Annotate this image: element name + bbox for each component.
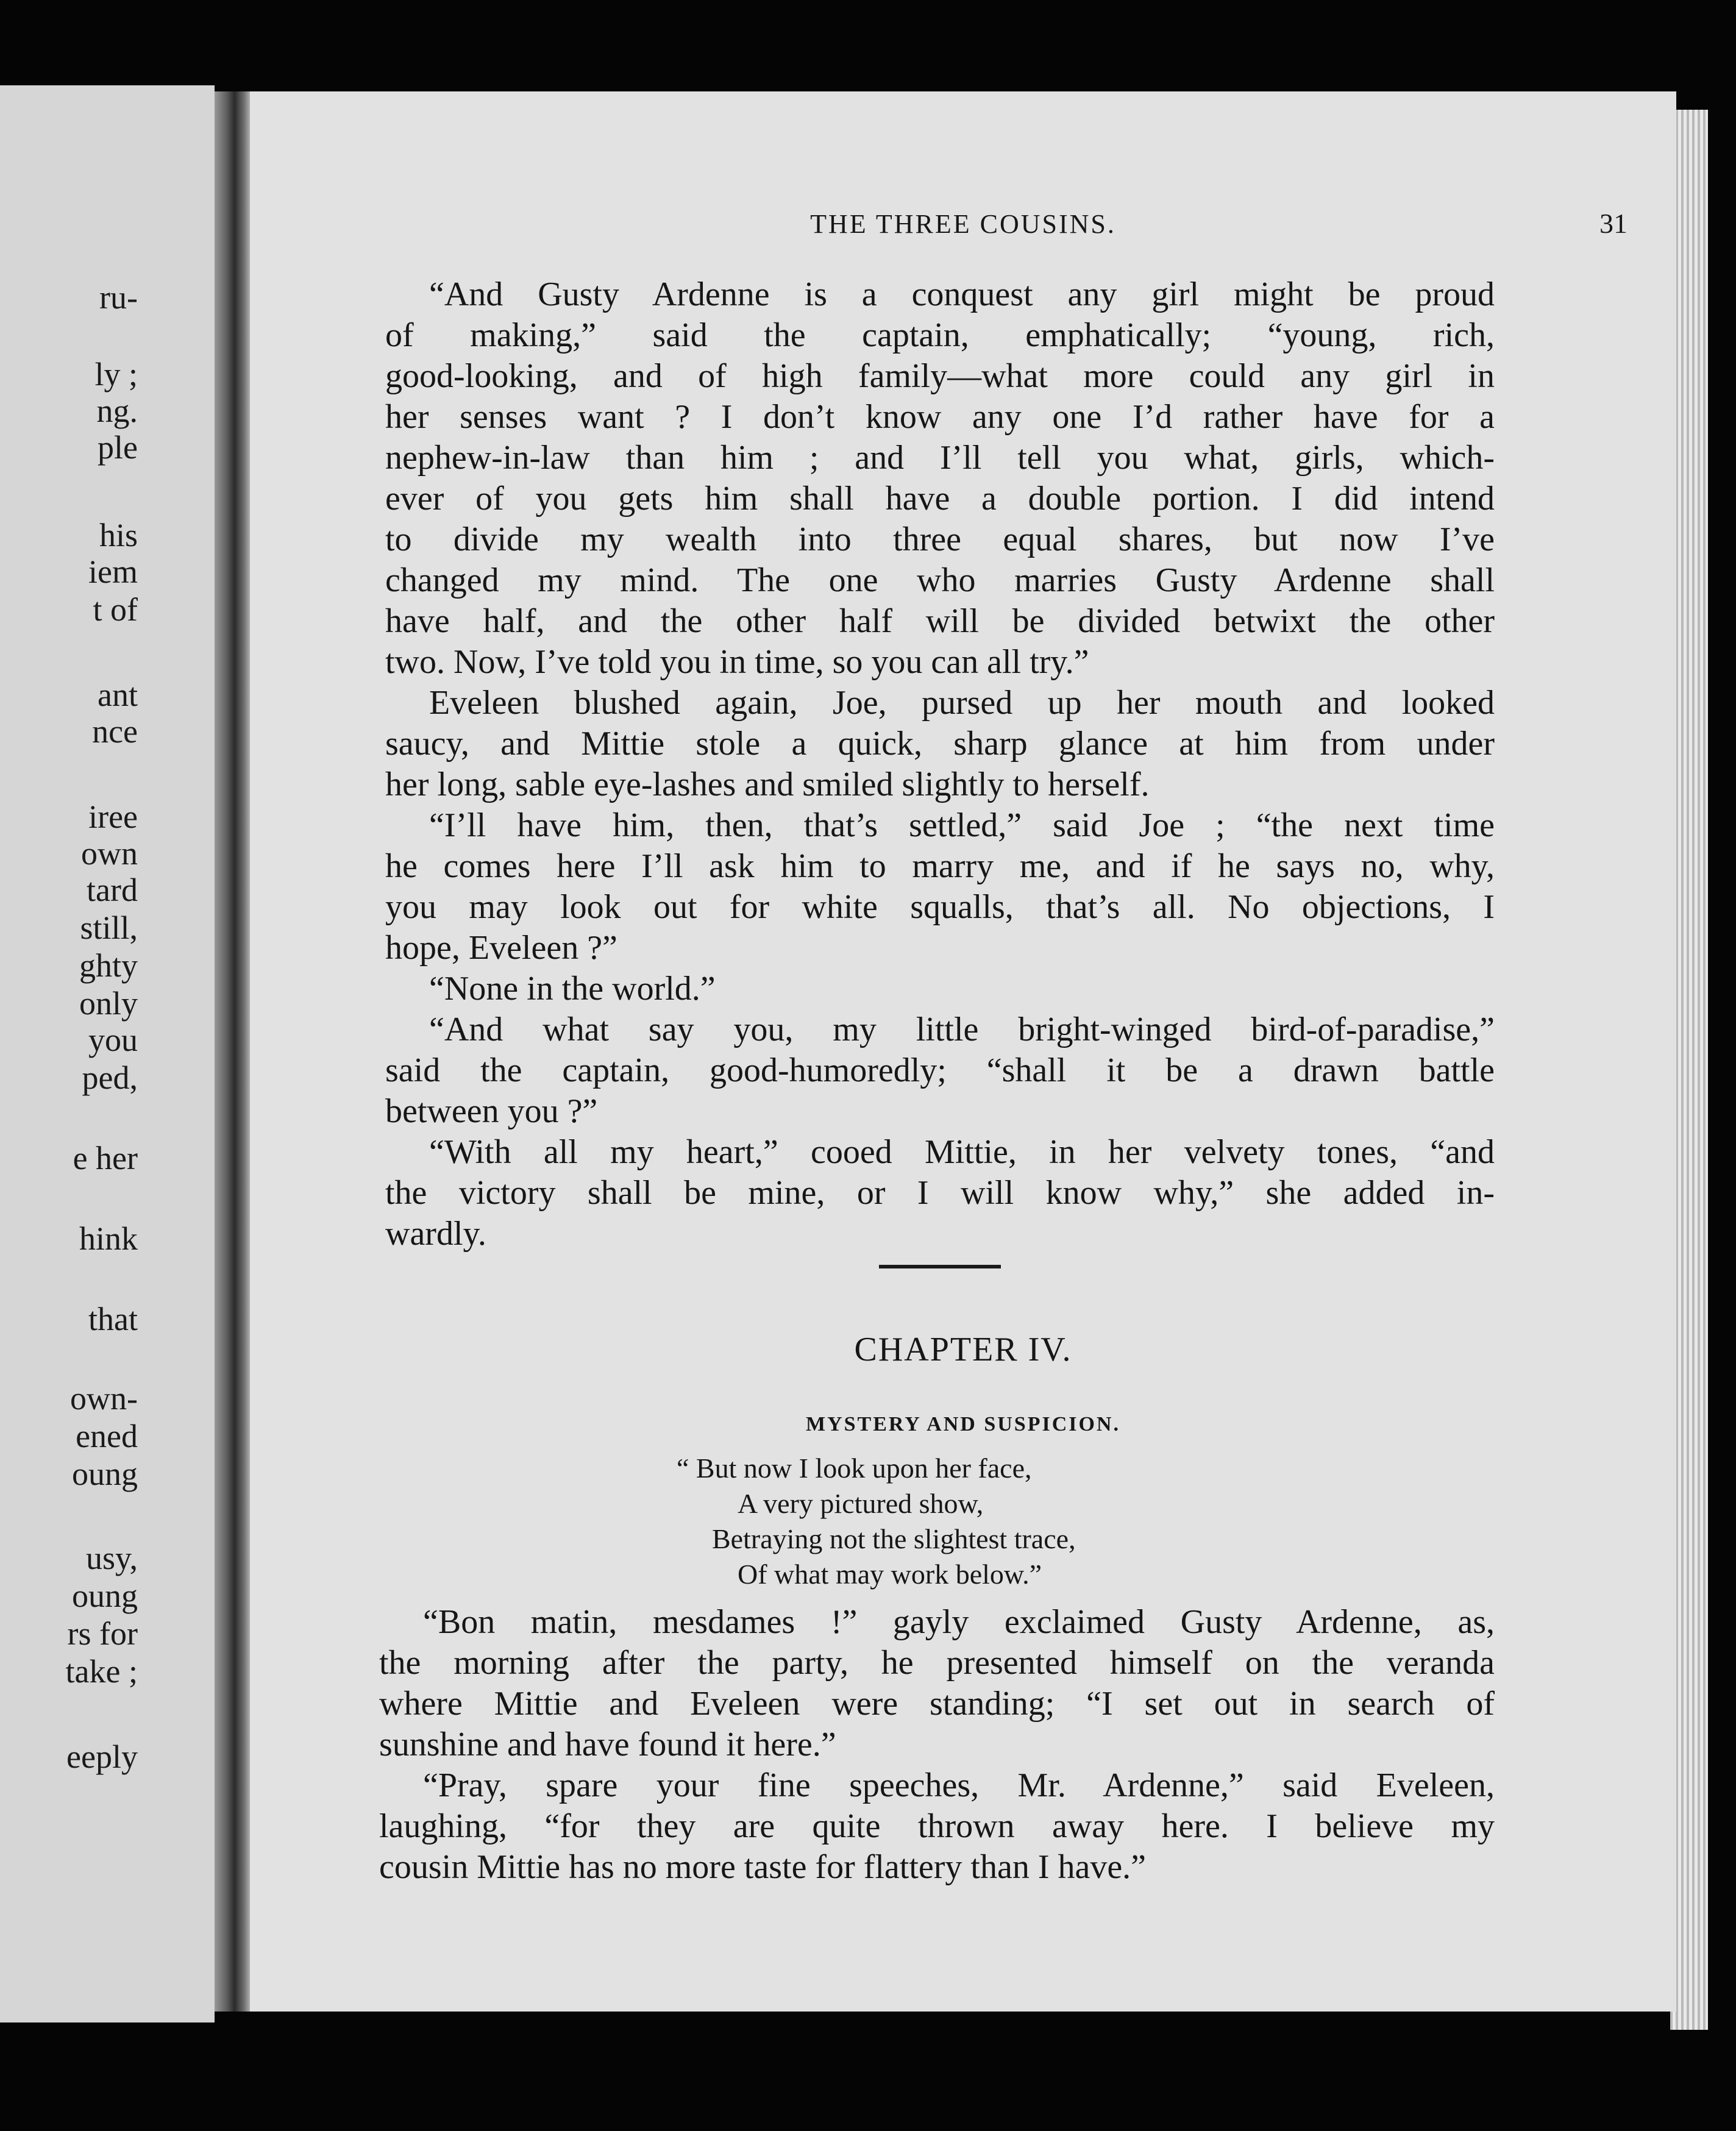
text-line: to divide my wealth into three equal shares, but now I’ve bbox=[385, 521, 1495, 558]
text-line: her senses want ? I don’t know any one I’d rather have for a bbox=[385, 398, 1495, 436]
left-fragment: hink bbox=[79, 1220, 138, 1257]
epigraph bbox=[677, 1451, 1408, 1592]
left-fragment: ghty bbox=[79, 947, 138, 984]
left-fragment: t of bbox=[93, 591, 138, 628]
epigraph-line: Of what may work below.” bbox=[738, 1559, 1042, 1590]
left-fragment: that bbox=[88, 1301, 138, 1337]
text-line: “Bon matin, mesdames !” gayly exclaimed Gusty Ardenne, as, bbox=[423, 1603, 1495, 1641]
right-page bbox=[250, 91, 1676, 2012]
text-line: wardly. bbox=[385, 1215, 486, 1253]
left-page-fragment bbox=[0, 85, 215, 2022]
chapter-body-text bbox=[379, 1602, 1495, 1888]
text-line: saucy, and Mittie stole a quick, sharp glance at him from under bbox=[385, 725, 1495, 763]
epigraph-line: A very pictured show, bbox=[738, 1488, 984, 1519]
left-fragment: you bbox=[88, 1022, 138, 1058]
text-line: “And what say you, my little bright-winged bird-of-paradise,” bbox=[429, 1011, 1495, 1048]
text-line: hope, Eveleen ?” bbox=[385, 929, 617, 967]
text-line: he comes here I’ll ask him to marry me, and if he says no, why, bbox=[385, 847, 1495, 885]
left-fragment: only bbox=[79, 985, 138, 1022]
left-fragment: ng. bbox=[96, 393, 138, 429]
left-fragment: ly ; bbox=[94, 356, 138, 393]
left-fragment: nce bbox=[92, 713, 138, 750]
text-line: of making,” said the captain, emphatically; “young, rich, bbox=[385, 316, 1495, 354]
text-line: changed my mind. The one who marries Gusty Ardenne shall bbox=[385, 561, 1495, 599]
left-fragment: rs for bbox=[67, 1615, 138, 1652]
text-line: her long, sable eye-lashes and smiled slightly to herself. bbox=[385, 766, 1150, 803]
text-line: “With all my heart,” cooed Mittie, in her velvety tones, “and bbox=[429, 1133, 1495, 1171]
text-line: “I’ll have him, then, that’s settled,” said Joe ; “the next time bbox=[429, 806, 1495, 844]
left-fragment: take ; bbox=[65, 1653, 138, 1690]
left-fragment: own- bbox=[70, 1380, 138, 1417]
left-fragment: tard bbox=[87, 872, 138, 908]
left-fragment: e her bbox=[73, 1140, 138, 1176]
text-line: the morning after the party, he presented himself on the veranda bbox=[379, 1644, 1495, 1682]
text-line: ever of you gets him shall have a double portion. I did intend bbox=[385, 480, 1495, 518]
left-fragment: ped, bbox=[82, 1059, 138, 1096]
text-line: where Mittie and Eveleen were standing; “I set out in search of bbox=[379, 1685, 1495, 1723]
text-line: have half, and the other half will be divided betwixt the other bbox=[385, 602, 1495, 640]
text-line: sunshine and have found it here.” bbox=[379, 1726, 836, 1763]
text-line: said the captain, good-humoredly; “shall it be a drawn battle bbox=[385, 1051, 1495, 1089]
text-line: Eveleen blushed again, Joe, pursed up her mouth and looked bbox=[429, 684, 1495, 722]
text-line: the victory shall be mine, or I will know why,” she added in- bbox=[385, 1174, 1495, 1212]
text-line: “And Gusty Ardenne is a conquest any girl might be proud bbox=[429, 276, 1495, 313]
left-fragment: ant bbox=[98, 677, 138, 713]
left-fragment: ened bbox=[76, 1418, 138, 1454]
left-fragment: oung bbox=[72, 1456, 138, 1492]
left-fragment: iem bbox=[88, 553, 138, 590]
text-line: cousin Mittie has no more taste for flattery than I have.” bbox=[379, 1848, 1147, 1886]
text-line: nephew-in-law than him ; and I’ll tell you what, girls, which- bbox=[385, 439, 1495, 477]
left-fragment: usy, bbox=[85, 1540, 138, 1576]
text-line: “None in the world.” bbox=[429, 970, 716, 1008]
left-fragment: ru- bbox=[99, 279, 138, 316]
chapter-title: CHAPTER IV. bbox=[854, 1331, 1072, 1368]
text-line: you may look out for white squalls, that’s all. No objections, I bbox=[385, 888, 1495, 926]
left-fragment: own bbox=[81, 835, 138, 872]
body-text bbox=[385, 274, 1495, 1254]
epigraph-line: “ But now I look upon her face, bbox=[677, 1453, 1032, 1484]
left-fragment: oung bbox=[72, 1578, 138, 1614]
left-fragment: ple bbox=[98, 429, 138, 466]
epigraph-line: Betraying not the slightest trace, bbox=[712, 1523, 1076, 1554]
chapter-subtitle: MYSTERY AND SUSPICION. bbox=[805, 1413, 1120, 1435]
section-divider bbox=[879, 1265, 1001, 1268]
book-spine-gutter bbox=[215, 91, 251, 2012]
left-fragment: iree bbox=[88, 799, 138, 835]
left-fragment: still, bbox=[80, 909, 138, 946]
text-line: good-looking, and of high family—what more could any girl in bbox=[385, 357, 1495, 395]
left-fragment: eeply bbox=[66, 1738, 138, 1775]
running-head: THE THREE COUSINS. bbox=[810, 209, 1116, 239]
text-line: two. Now, I’ve told you in time, so you can all try.” bbox=[385, 643, 1089, 681]
page-number: 31 bbox=[1599, 208, 1628, 239]
text-line: “Pray, spare your fine speeches, Mr. Ardenne,” said Eveleen, bbox=[423, 1766, 1495, 1804]
text-line: laughing, “for they are quite thrown away here. I believe my bbox=[379, 1807, 1495, 1845]
text-line: between you ?” bbox=[385, 1092, 598, 1130]
left-fragment: his bbox=[99, 517, 138, 553]
